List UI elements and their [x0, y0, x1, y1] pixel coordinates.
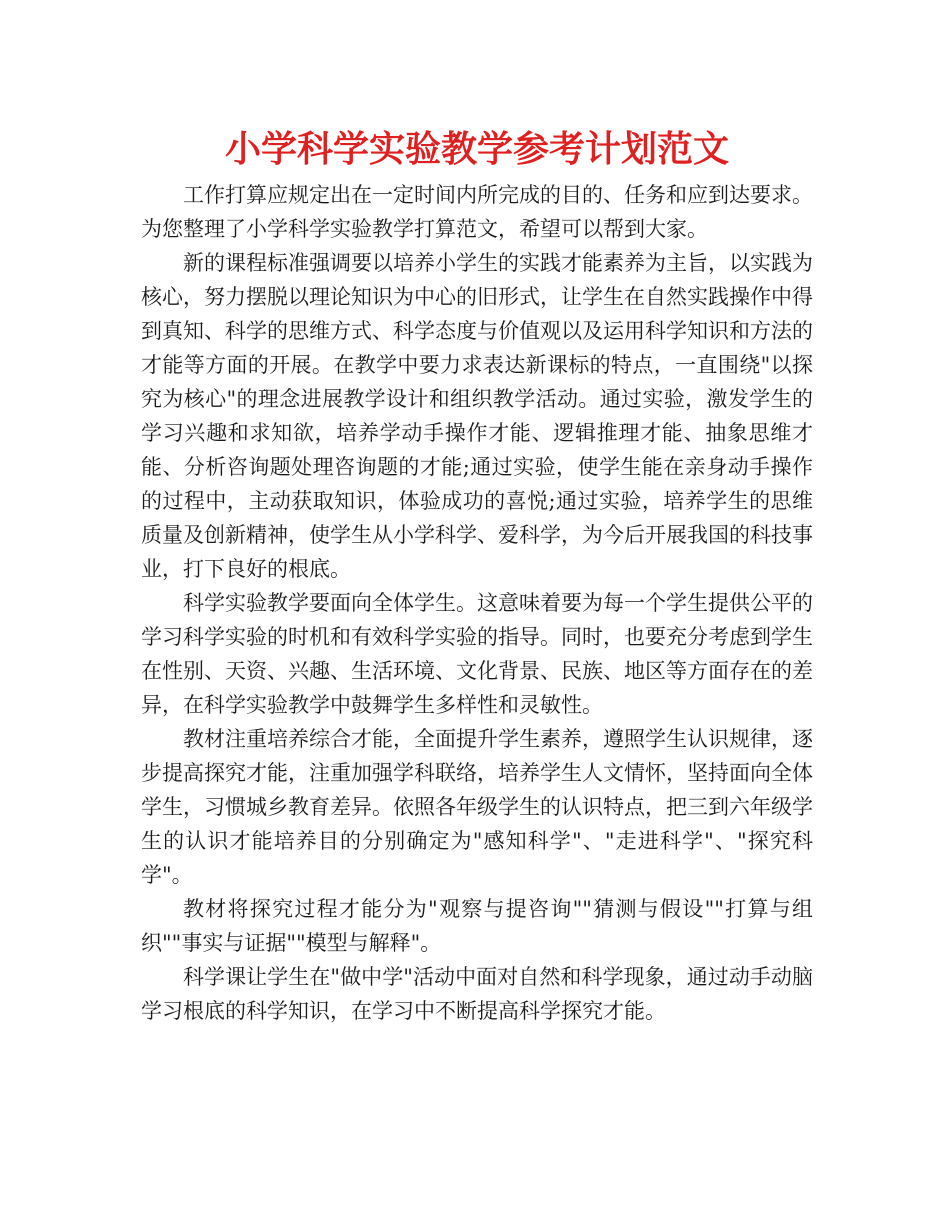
paragraph-textbook-abilities: 教材注重培养综合才能，全面提升学生素养，遵照学生认识规律，逐步提高探究才能，注重加强学科联络，培养学生人文情怀，坚持面向全体学生，习惯城乡教育差异。依照各年级学生的认识特点，把三到六年级学生的认识才能培养目的分别确定为"感知科学"、"走进科学"、"探究科学"。 — [141, 727, 813, 887]
document-page — [141, 122, 813, 1028]
paragraph-all-students: 科学实验教学要面向全体学生。这意味着要为每一个学生提供公平的学习科学实验的时机和有效科学实验的指导。同时，也要充分考虑到学生在性别、天资、兴趣、生活环境、文化背景、民族、地区等方面存在的差异，在科学实验教学中鼓舞学生多样性和灵敏性。 — [141, 591, 813, 717]
document-title: 小学科学实验教学参考计划范文 — [224, 129, 729, 170]
paragraph-inquiry-process: 教材将探究过程才能分为"观察与提咨询""猜测与假设""打算与组织""事实与证据""模型与解释"。 — [141, 897, 813, 955]
paragraph-learning-by-doing: 科学课让学生在"做中学"活动中面对自然和科学现象，通过动手动脑学习根底的科学知识，在学习中不断提高科学探究才能。 — [141, 965, 813, 1023]
paragraph-curriculum-standard: 新的课程标准强调要以培养小学生的实践才能素养为主旨，以实践为核心，努力摆脱以理论知识为中心的旧形式，让学生在自然实践操作中得到真知、科学的思维方式、科学态度与价值观以及运用科学知识和方法的才能等方面的开展。在教学中要力求表达新课标的特点，一直围绕"以探究为核心"的理念进展教学设计和组织教学活动。通过实验，激发学生的学习兴趣和求知欲，培养学动手操作才能、逻辑推理才能、抽象思维才能、分析咨询题处理咨询题的才能;通过实验，使学生能在亲身动手操作的过程中，主动获取知识，体验成功的喜悦;通过实验，培养学生的思维质量及创新精神，使学生从小学科学、爱科学，为今后开展我国的科技事业，打下良好的根底。 — [141, 251, 813, 581]
paragraph-intro: 工作打算应规定出在一定时间内所完成的目的、任务和应到达要求。为您整理了小学科学实验教学打算范文，希望可以帮到大家。 — [141, 183, 813, 241]
